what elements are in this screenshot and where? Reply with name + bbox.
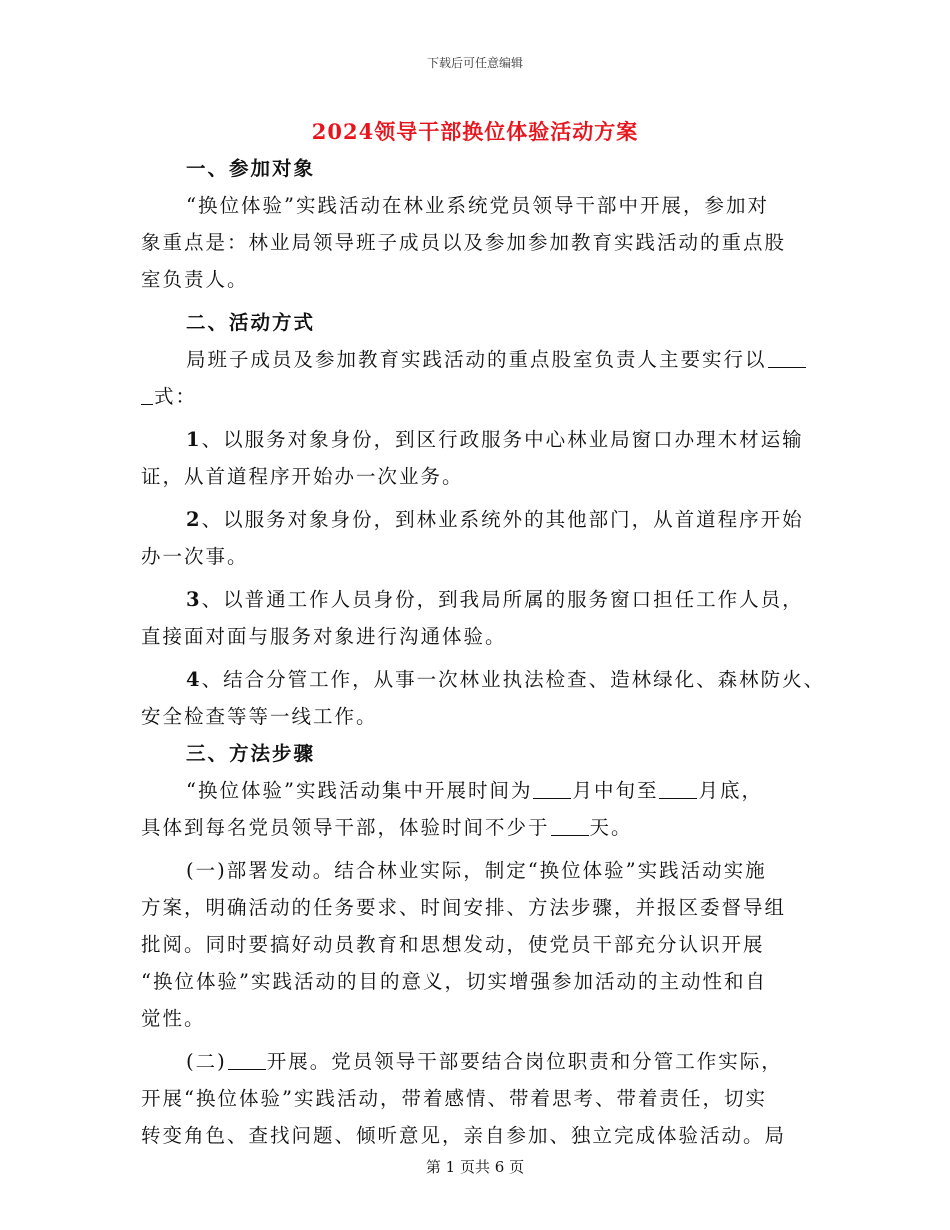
paragraph-text: (二): [186, 1050, 227, 1073]
paragraph-line: (一)部署发动。结合林业实际，制定“换位体验”实践活动实施: [186, 859, 767, 882]
paragraph-text: 开展。党员领导干部要结合岗位职责和分管工作实际，: [266, 1050, 783, 1073]
header-note: 下载后可任意编辑: [426, 56, 523, 70]
paragraph-line: “换位体验”实践活动的目的意义，切实增强参加活动的主动性和自: [141, 970, 767, 993]
item-text: 、结合分管工作，从事一次林业执法检查、造林绿化、森林防火、: [201, 668, 826, 691]
fill-blank: [228, 1045, 266, 1070]
item-text: 、以普通工作人员身份，到我局所属的服务窗口担任工作人员，: [201, 588, 804, 611]
paragraph-line: [141, 1043, 817, 1080]
paragraph-text: “换位体验”实践活动集中开展时间为: [186, 779, 533, 802]
paragraph-line: [141, 772, 817, 809]
fill-blank: [551, 811, 589, 836]
paragraph-text: 局班子成员及参加教育实践活动的重点股室负责人主要实行以: [186, 348, 767, 371]
fill-blank: [533, 774, 571, 799]
paragraph-line: [141, 809, 817, 846]
item-number: 4: [186, 668, 202, 691]
paragraph-line: 象重点是：林业局领导班子成员以及参加参加教育实践活动的重点股: [141, 231, 787, 254]
paragraph-text: 天。: [589, 816, 633, 839]
list-item: [141, 581, 817, 618]
paragraph-line: 方案，明确活动的任务要求、时间安排、方法步骤，并报区委督导组: [141, 896, 787, 919]
paragraph-line: 室负责人。: [141, 268, 249, 291]
document-body: [141, 150, 826, 1154]
paragraph-line: 转变角色、查找问题、倾听意见，亲自参加、独立完成体验活动。局: [141, 1124, 787, 1147]
list-item-continuation: 证，从首道程序开始办一次业务。: [141, 465, 464, 488]
paragraph-text: 式：: [154, 385, 198, 408]
section-heading-2: 二、活动方式: [186, 311, 316, 334]
paragraph-line: [141, 341, 817, 378]
fill-blank: [768, 343, 806, 368]
paragraph-text: 月底，: [698, 779, 763, 802]
item-number: 1: [186, 428, 202, 451]
list-item: [141, 501, 817, 538]
page-number: 第 1 页共 6 页: [425, 1158, 525, 1176]
item-text: 、以服务对象身份，到林业系统外的其他部门，从首道程序开始: [201, 508, 804, 531]
item-number: 2: [186, 508, 202, 531]
paragraph-line: “换位体验”实践活动在林业系统党员领导干部中开展，参加对: [186, 194, 769, 217]
paragraph-line: 批阅。同时要搞好动员教育和思想发动，使党员干部充分认识开展: [141, 933, 765, 956]
section-heading-1: 一、参加对象: [186, 157, 316, 180]
paragraph-line: [141, 378, 817, 415]
fill-blank: [141, 380, 153, 405]
document-title: 2024领导干部换位体验活动方案: [311, 119, 639, 144]
paragraph-line: 觉性。: [141, 1007, 206, 1030]
paragraph-line: 开展“换位体验”实践活动，带着感情、带着思考、带着责任，切实: [141, 1087, 767, 1110]
paragraph-text: 月中旬至: [572, 779, 659, 802]
fill-blank: [659, 774, 697, 799]
list-item-continuation: 直接面对面与服务对象进行沟通体验。: [141, 625, 507, 648]
paragraph-text: 具体到每名党员领导干部，体验时间不少于: [141, 816, 550, 839]
item-text: 、以服务对象身份，到区行政服务中心林业局窗口办理木材运输: [201, 428, 804, 451]
list-item: [141, 661, 826, 698]
section-heading-3: 三、方法步骤: [186, 742, 316, 765]
list-item-continuation: 安全检查等等一线工作。: [141, 705, 378, 728]
item-number: 3: [186, 588, 202, 611]
list-item: [141, 421, 817, 458]
list-item-continuation: 办一次事。: [141, 545, 249, 568]
